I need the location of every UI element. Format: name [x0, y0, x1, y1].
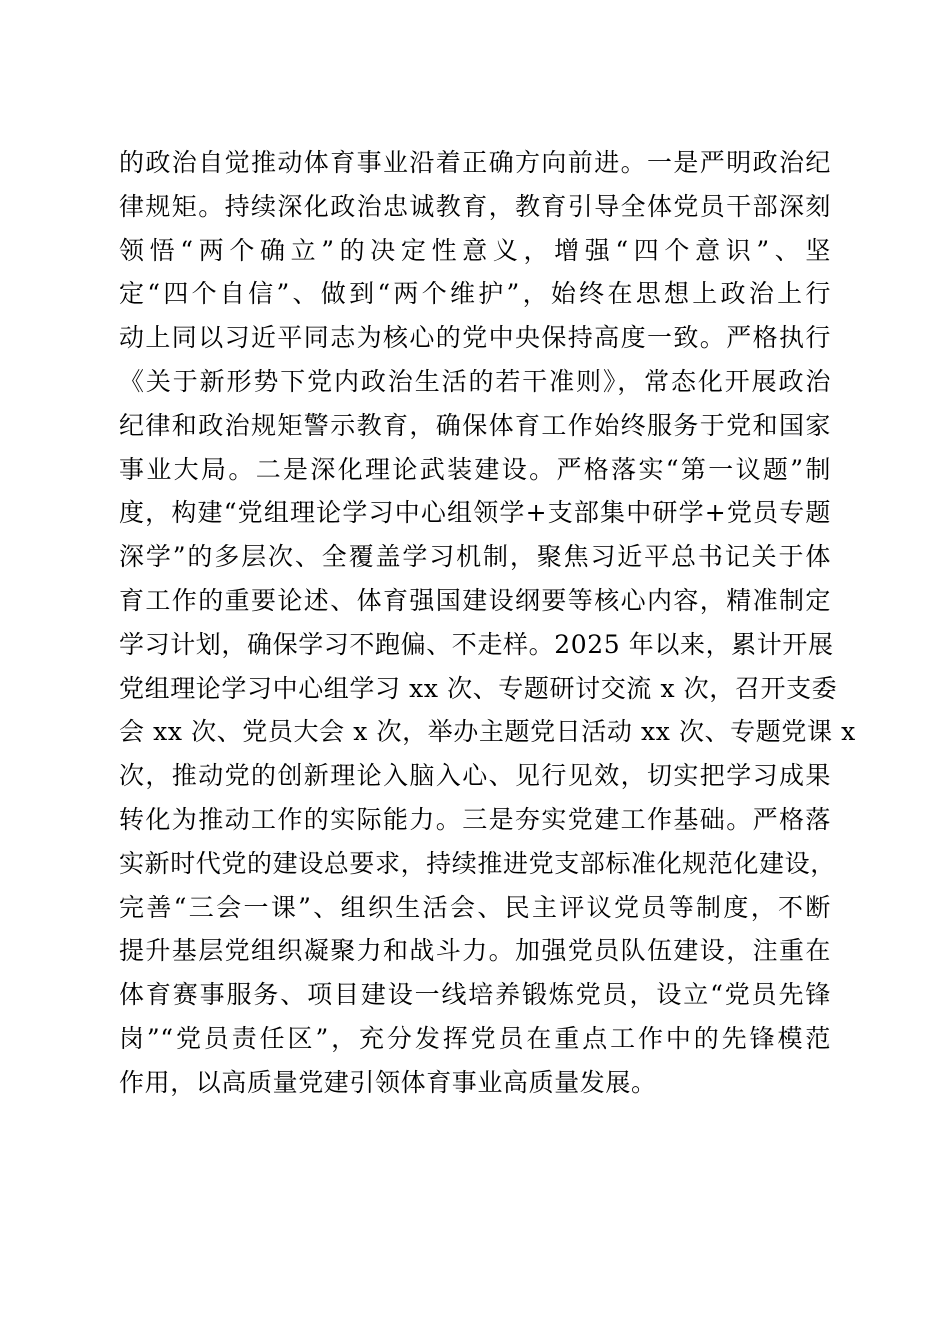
paragraph-line: 次，推动党的创新理论入脑入心、见行见效，切实把学习成果: [119, 761, 831, 791]
paragraph-line: 定“四个自信”、做到“两个维护”，始终在思想上政治上行: [119, 279, 831, 309]
paragraph-line: 深学”的多层次、全覆盖学习机制，聚焦习近平总书记关于体: [119, 542, 831, 572]
paragraph-line: 会 xx 次、党员大会 x 次，举办主题党日活动 xx 次、专题党课 x: [119, 717, 856, 747]
paragraph-line: 党组理论学习中心组学习 xx 次、专题研讨交流 x 次，召开支委: [119, 673, 838, 703]
paragraph-line: 育工作的重要论述、体育强国建设纲要等核心内容，精准制定: [119, 585, 831, 615]
paragraph-line: 《关于新形势下党内政治生活的若干准则》，常态化开展政治: [119, 366, 831, 396]
paragraph-line: 提升基层党组织凝聚力和战斗力。加强党员队伍建设，注重在: [119, 936, 831, 966]
body-paragraph: [119, 141, 856, 1105]
paragraph-line: 律规矩。持续深化政治忠诚教育，教育引导全体党员干部深刻: [119, 191, 831, 221]
paragraph-line: 的政治自觉推动体育事业沿着正确方向前进。一是严明政治纪: [119, 148, 831, 177]
paragraph-line: 体育赛事服务、项目建设一线培养锻炼党员，设立“党员先锋: [119, 980, 831, 1010]
paragraph-line: 纪律和政治规矩警示教育，确保体育工作始终服务于党和国家: [119, 410, 831, 440]
paragraph-line: 学习计划，确保学习不跑偏、不走样。2025 年以来，累计开展: [119, 629, 834, 659]
paragraph-line: 事业大局。二是深化理论武装建设。严格落实“第一议题”制: [119, 454, 831, 484]
paragraph-line: 领悟“两个确立”的决定性意义，增强“四个意识”、坚: [119, 235, 831, 265]
paragraph-line: 度，构建“党组理论学习中心组领学+支部集中研学+党员专题: [119, 498, 831, 528]
paragraph-line: 转化为推动工作的实际能力。三是夯实党建工作基础。严格落: [119, 804, 831, 834]
paragraph-line: 岗”“党员责任区”，充分发挥党员在重点工作中的先锋模范: [119, 1023, 831, 1053]
paragraph-line: 实新时代党的建设总要求，持续推进党支部标准化规范化建设，: [119, 848, 836, 878]
paragraph-line: 动上同以习近平同志为核心的党中央保持高度一致。严格执行: [119, 323, 831, 353]
paragraph-line: 完善“三会一课”、组织生活会、民主评议党员等制度，不断: [119, 892, 831, 922]
paragraph-line-last: 作用，以高质量党建引领体育事业高质量发展。: [119, 1067, 657, 1097]
